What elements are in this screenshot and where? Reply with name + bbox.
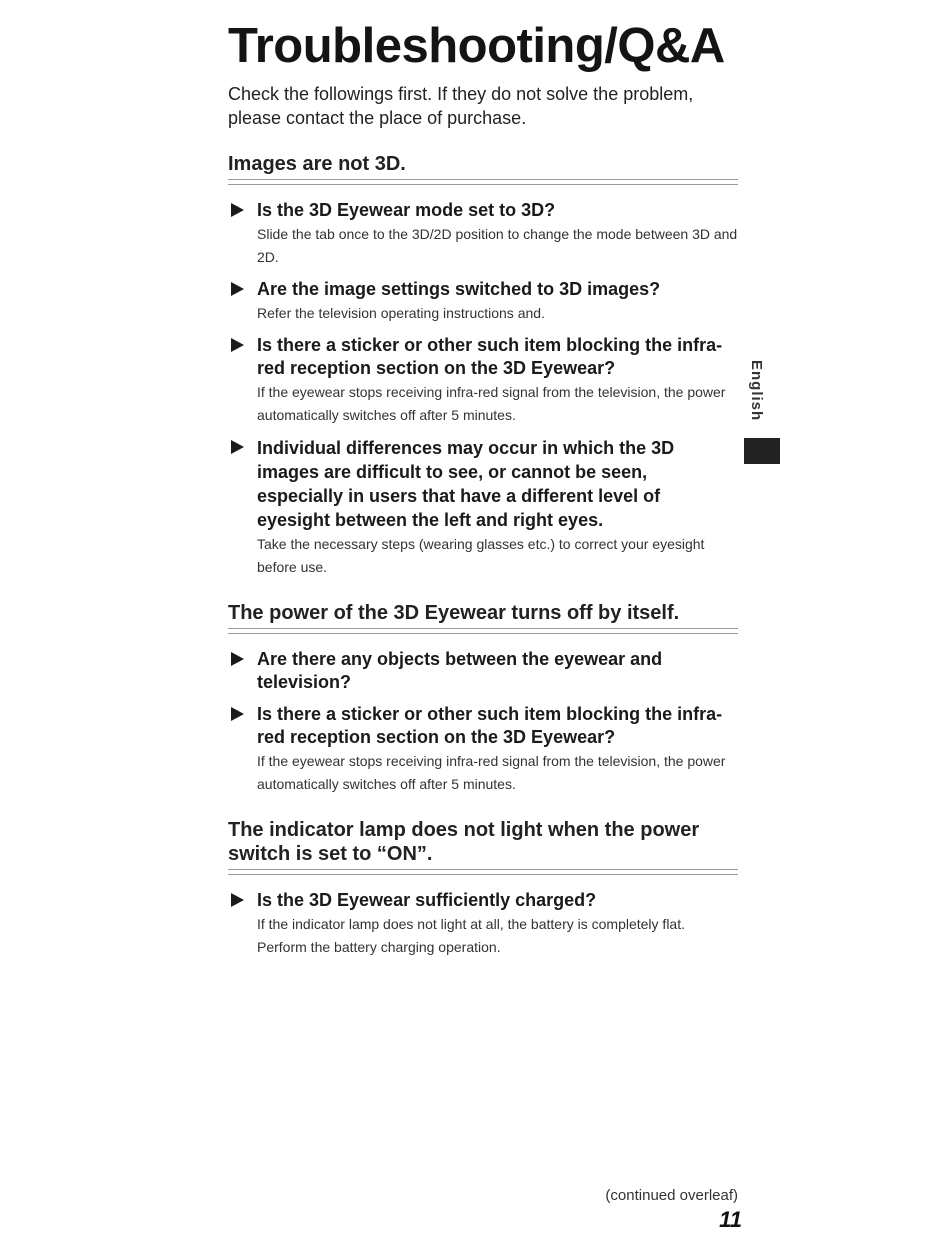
triangle-bullet-icon	[231, 707, 244, 721]
qa-item	[228, 648, 738, 694]
answer: If the eyewear stops receiving infra-red signal from the television, the power automatically switches off after 5 minutes.	[257, 384, 726, 423]
question: Is the 3D Eyewear mode set to 3D?	[257, 200, 556, 220]
question: Are the image settings switched to 3D images?	[257, 279, 661, 299]
qa-item	[228, 703, 738, 796]
section-divider	[228, 179, 738, 185]
answer: If the indicator lamp does not light at all, the battery is completely flat. Perform the battery charging operation.	[257, 916, 685, 955]
triangle-bullet-icon	[231, 203, 244, 217]
language-side-label: English	[748, 360, 765, 422]
qa-item	[228, 278, 738, 325]
triangle-bullet-icon	[231, 440, 244, 454]
answer: Refer the television operating instructions and.	[257, 305, 545, 321]
section-title: The indicator lamp does not light when the power switch is set to “ON”.	[228, 819, 700, 865]
page-number: 11	[719, 1207, 742, 1232]
qa-item	[228, 889, 738, 959]
question: Are there any objects between the eyewear and television?	[257, 649, 663, 692]
section-title: Images are not 3D.	[228, 153, 406, 175]
section-divider	[228, 869, 738, 875]
page-title: Troubleshooting/Q&A	[228, 19, 725, 73]
question: Is there a sticker or other such item blocking the infra-red reception section on the 3D Eyewear?	[257, 335, 723, 378]
answer: Slide the tab once to the 3D/2D position to change the mode between 3D and 2D.	[257, 226, 738, 265]
section-power-turns-off	[228, 601, 738, 796]
answer: If the eyewear stops receiving infra-red signal from the television, the power automatically switches off after 5 minutes.	[257, 753, 726, 792]
question: Is the 3D Eyewear sufficiently charged?	[257, 890, 597, 910]
language-tab-marker	[744, 438, 780, 464]
section-images-not-3d	[228, 152, 738, 579]
question: Individual differences may occur in which the 3D images are difficult to see, or cannot be seen, especially in users that have a different level of eyesight between the left and right eyes.	[257, 438, 675, 530]
triangle-bullet-icon	[231, 893, 244, 907]
intro-text: Check the followings first. If they do not solve the problem, please contact the place of purchase.	[228, 84, 694, 128]
triangle-bullet-icon	[231, 652, 244, 666]
qa-item	[228, 436, 738, 579]
section-indicator-lamp	[228, 818, 738, 959]
manual-page	[228, 14, 738, 968]
triangle-bullet-icon	[231, 282, 244, 296]
section-title: The power of the 3D Eyewear turns off by itself.	[228, 602, 680, 624]
answer: Take the necessary steps (wearing glasses etc.) to correct your eyesight before use.	[257, 536, 705, 575]
qa-item	[228, 334, 738, 427]
section-divider	[228, 628, 738, 634]
triangle-bullet-icon	[231, 338, 244, 352]
question: Is there a sticker or other such item blocking the infra-red reception section on the 3D Eyewear?	[257, 704, 723, 747]
qa-item	[228, 199, 738, 269]
continued-note: (continued overleaf)	[605, 1187, 738, 1204]
